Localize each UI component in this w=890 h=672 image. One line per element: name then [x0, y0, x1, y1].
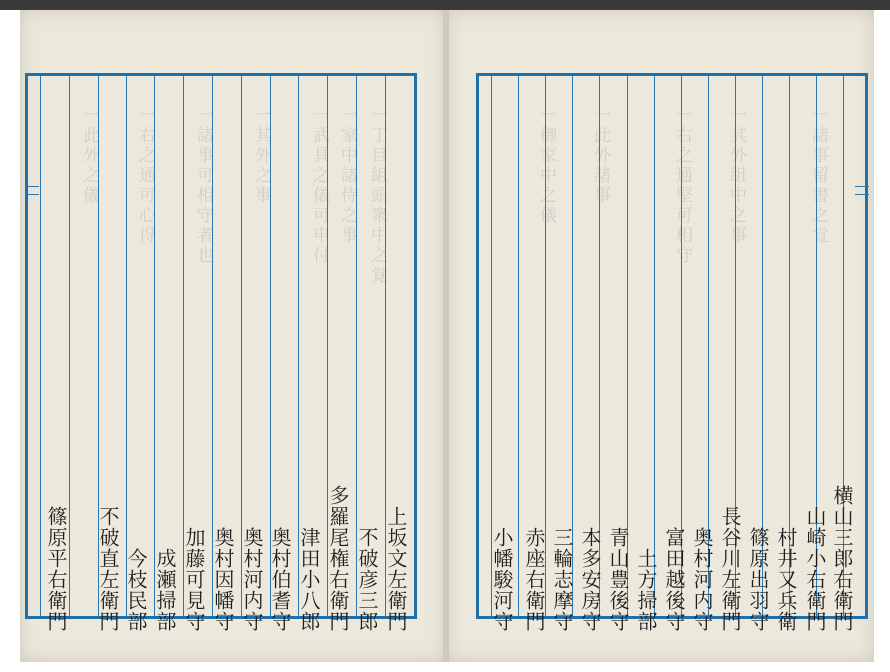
name-entry: 三輪志摩守 — [550, 527, 574, 632]
name-entry: 富田越後守 — [662, 527, 686, 632]
bleed-through-text: 一右之通可心得 — [135, 106, 155, 246]
name-entry: 不破直左衛門 — [96, 506, 120, 632]
name-entry: 加藤可見守 — [182, 527, 206, 632]
column-rule — [69, 76, 70, 616]
column-rule — [40, 76, 41, 616]
bleed-through-text: 一諸事可相守者也 — [193, 106, 213, 266]
name-entry: 土方掃部 — [634, 548, 658, 632]
name-entry: 長谷川左衛門 — [718, 506, 742, 632]
fold-mark — [855, 186, 869, 187]
column-rule — [518, 76, 519, 616]
name-entry: 横山三郎右衛門 — [830, 485, 854, 632]
bleed-through-text: 一家中諸侍之事 — [337, 106, 357, 246]
book-gutter — [443, 10, 449, 662]
name-entry: 青山豊後守 — [606, 527, 630, 632]
fold-mark — [855, 194, 869, 195]
bleed-through-text: 一右之通堅可相守 — [672, 106, 692, 266]
name-entry: 篠原平右衛門 — [44, 506, 68, 632]
name-entry: 奥村河内守 — [240, 527, 264, 632]
name-entry: 山崎小右衛門 — [803, 506, 827, 632]
bleed-through-text: 一其外之事 — [251, 106, 271, 206]
bleed-through-text: 一其外組中之事 — [726, 106, 746, 246]
name-entry: 津田小八郎 — [297, 527, 321, 632]
name-entry: 小幡駿河守 — [490, 527, 514, 632]
name-entry: 篠原出羽守 — [746, 527, 770, 632]
column-rule — [126, 76, 127, 616]
name-entry: 成瀬掃部 — [153, 548, 177, 632]
name-entry: 今枝民部 — [124, 548, 148, 632]
bleed-through-text: 一此外之儀 — [79, 106, 99, 206]
column-rule — [654, 76, 655, 616]
name-entry: 不破彦三郎 — [355, 527, 379, 632]
name-entry: 奥村河内守 — [690, 527, 714, 632]
bleed-through-text: 一丁目組頭衆中之覚 — [367, 106, 387, 286]
name-entry: 多羅尾権右衛門 — [326, 485, 350, 632]
name-entry: 上坂文左衛門 — [384, 506, 408, 632]
scanner-background — [0, 0, 890, 10]
name-entry: 本多安房守 — [578, 527, 602, 632]
bleed-through-text: 一此外諸事 — [590, 106, 610, 206]
fold-mark — [25, 194, 39, 195]
bleed-through-text: 一御家中之儀 — [536, 106, 556, 226]
fold-mark — [25, 186, 39, 187]
name-entry: 赤座右衛門 — [522, 527, 546, 632]
name-entry: 村井又兵衛 — [774, 527, 798, 632]
name-entry: 奥村伯耆守 — [268, 527, 292, 632]
name-entry: 奥村因幡守 — [211, 527, 235, 632]
bleed-through-text: 一武具之儀可申付 — [309, 106, 329, 266]
bleed-through-text: 一諸事留書之覚 — [808, 106, 828, 246]
